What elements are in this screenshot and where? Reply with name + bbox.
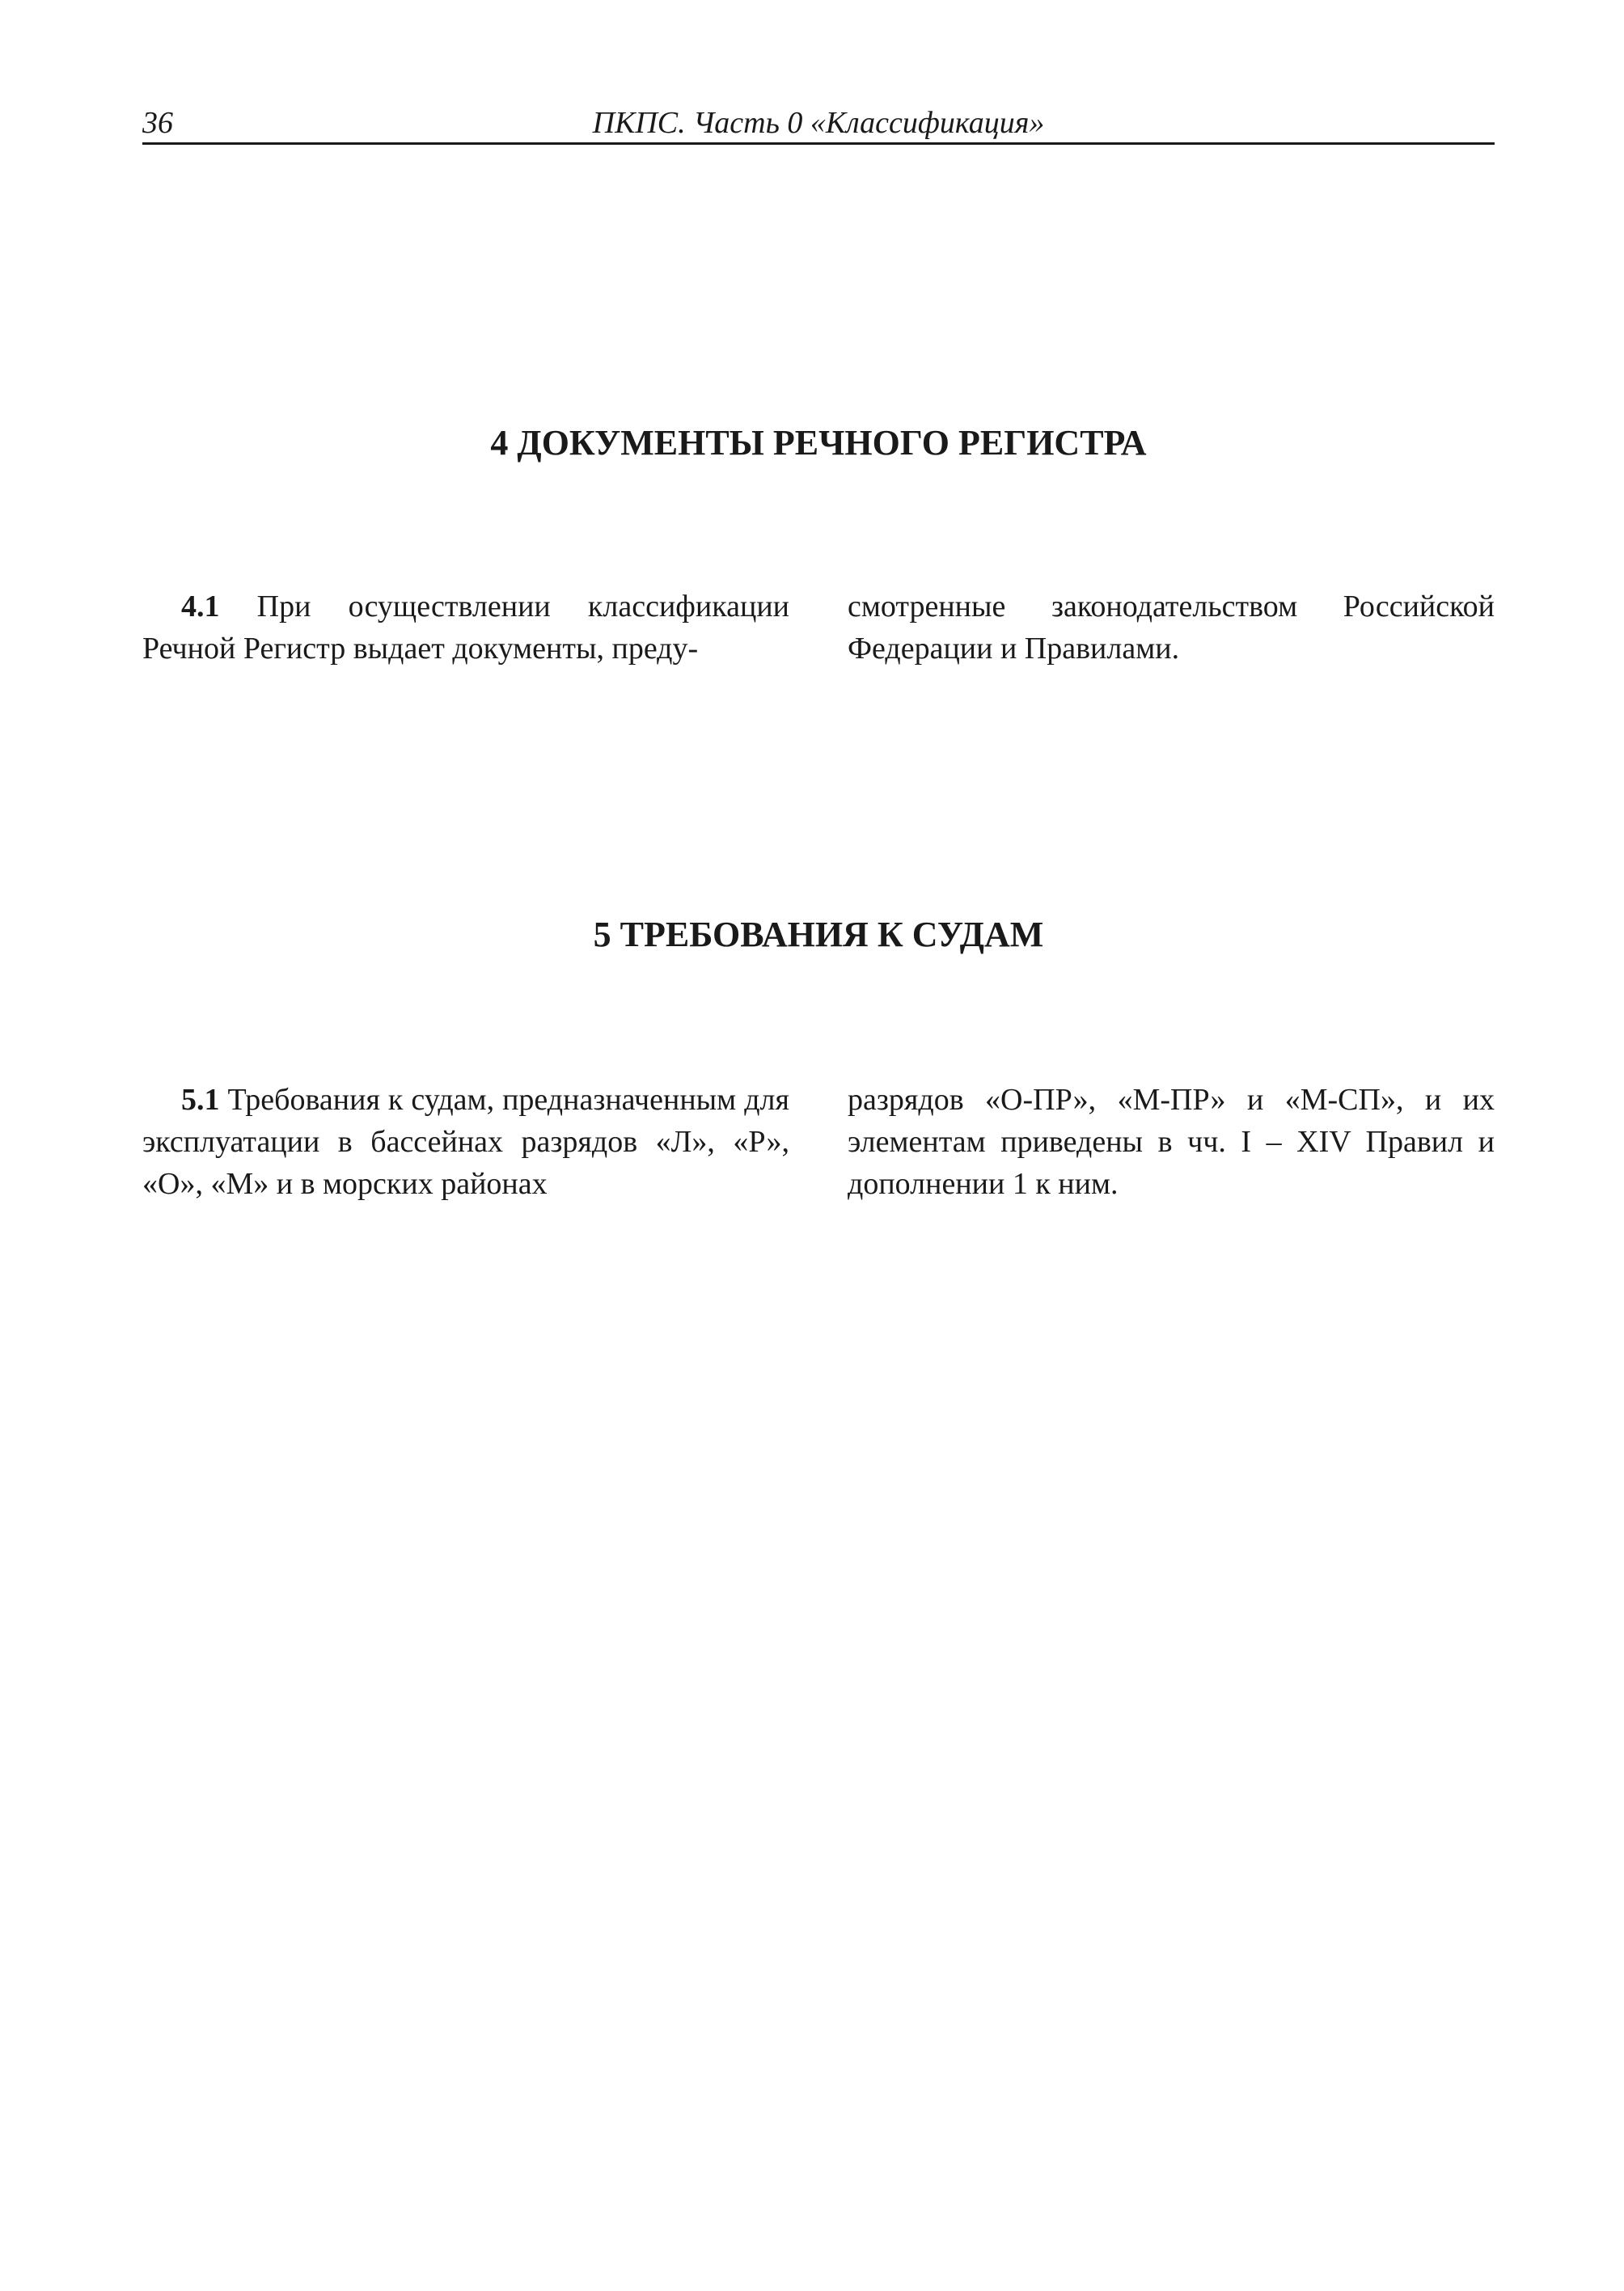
page-header (142, 104, 1495, 145)
paragraph-text: Требования к судам, предназначенным для эксплуатации в бассейнах разрядов «Л», «Р», «О», «М» и в морских районах (142, 1083, 789, 1201)
text-column-right (848, 585, 1495, 670)
text-column-left (142, 585, 789, 670)
paragraph-continuation: разрядов «О-ПР», «М-ПР» и «М-СП», и их элементам приведены в чч. I – XIV Правил и дополнении 1 к ним. (848, 1083, 1495, 1201)
paragraph-text: При осуществлении классификации Речной Регистр выдает документы, преду- (142, 590, 789, 666)
page-number: 36 (142, 106, 173, 140)
running-title: ПКПС. Часть 0 «Классификация» (592, 106, 1045, 140)
section-heading: 5 ТРЕБОВАНИЯ К СУДАМ (593, 915, 1044, 954)
paragraph-number: 5.1 (181, 1083, 220, 1117)
section-body (142, 1079, 1495, 1205)
section-body (142, 585, 1495, 670)
text-column-right (848, 1079, 1495, 1205)
paragraph-number: 4.1 (181, 590, 220, 623)
section-heading: 4 ДОКУМЕНТЫ РЕЧНОГО РЕГИСТРА (490, 423, 1147, 463)
paragraph-continuation: смотренные законодательством Российской Федерации и Правилами. (848, 590, 1495, 666)
paragraph (142, 585, 789, 670)
text-column-left (142, 1079, 789, 1205)
paragraph (142, 1079, 789, 1205)
